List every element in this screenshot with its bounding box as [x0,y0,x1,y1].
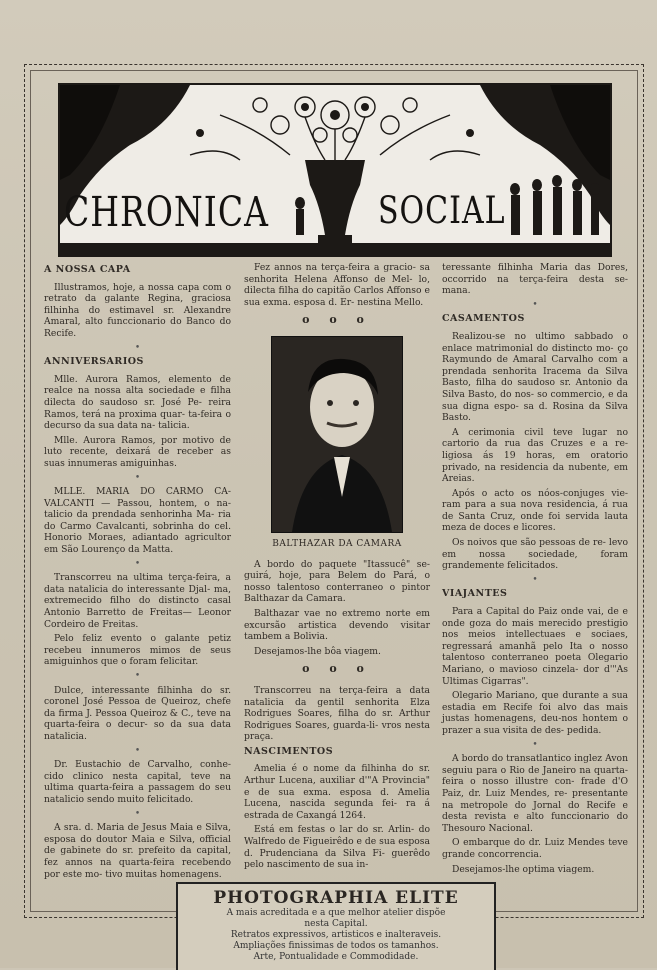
paragraph: O embarque do dr. Luiz Mendes teve grande concorrencia. [442,837,628,860]
ad-title: PHOTOGRAPHIA ELITE [213,888,459,908]
header-title-left: CHRONICA [64,187,269,236]
separator: • [532,299,538,310]
portrait-illustration [272,337,402,532]
photographia-elite-ad [176,882,496,970]
header-title-right: SOCIAL [378,189,506,233]
paragraph: Transcorreu na ultima terça-feira, a data natalicia do interessante Djal- ma, extremecido filho do distincto casal Antonio Barretto de Freitas— Leonor Cordeiro de Freitas. [44,572,231,630]
illustrated-header [58,83,612,257]
photo-caption: BALTHAZAR DA CAMARA [272,538,402,549]
paragraph: Após o acto os nóos-conjuges vie- ram para a sua nova residencia, á rua de Santa Cruz, onde foi servida lauta meza de doces e licores. [442,487,628,534]
separator: • [532,739,538,750]
ornament-divider: o o o [302,313,372,327]
separator: • [134,745,141,756]
ad-line: Retratos expressivos, artisticos e inalteraveis. [230,930,442,940]
paragraph: Transcorreu na terça-feira a data natalicia da gentil senhorita Elza Rodrigues Soares, filha do sr. Arthur Rodrigues Soares, guarda-li- vros nesta praça. [244,684,430,743]
paragraph: A bordo do transatlantico inglez Avon seguiu para o Rio de Janeiro na quarta-feira o nosso illustre con- frade d'O Paiz, dr. Luiz Mendes, re- presentante na metropole do Jornal do Recife e desta revista e alto funccionario do Thesouro Nacional. [442,753,628,834]
section-heading: A NOSSA CAPA [44,264,131,275]
ad-line: A mais acreditada e a que melhor atelier dispõe [226,908,446,918]
paragraph: Realizou-se no ultimo sabbado o enlace matrimonial do distincto mo- ço Raymundo de Amaral Carvalho com a prendada senhorita Iracema da Silva Basto, filha do saudoso sr. Antonio da Silva Basto, do nos- so commercio, e da sua digna espo- sa d. Rosina da Silva Basto. [442,330,628,424]
paragraph: MLLE. MARIA DO CARMO CA- VALCANTI — Passou, hontem, o na- talicio da prendada senhorinha Ma- ria do Carmo Cavalcanti, sobrinha do cel. Honorio Moraes, adiantado agricultor em São Lourenço da Matta. [44,486,231,556]
paragraph: A cerimonia civil teve lugar no cartorio da rua das Cruzes e a re- ligiosa ás 19 horas, em oratorio privado, na residencia da nubente, em Areias. [442,426,628,485]
separator: • [532,574,538,585]
paragraph: Para a Capital do Paiz onde vai, de e onde goza do mais merecido prestigio nos meios intellectuaes e sociaes, regressará amanhã pelo Ita o nosso talentoso conterraneo poeta Olegario Mariano, o mavioso cinzela- dor d'"As Ultimas Cigarras". [442,606,628,687]
paragraph: Os noivos que são pessoas de re- levo em nossa sociedade, foram grandemente felicitados. [442,537,628,572]
paragraph: Mlle. Aurora Ramos, elemento de realce na nossa alta sociedade e filha dilecta do saudoso sr. José Pe- reira Ramos, terá na proxima quar- ta-feira o decurso da sua data na- talicia. [44,373,231,432]
ad-line: Arte, Pontualidade e Commodidade. [253,952,419,962]
paragraph: Fez annos na terça-feira a gracio- sa senhorita Helena Affonso de Mel- lo, dilecta filha do capitão Carlos Affonso e sua exma. esposa d. Er- nestina Mello. [244,262,430,308]
separator: • [134,472,141,483]
paragraph: teressante filhinha Maria das Dores, occorrido na terça-feira desta se- mana. [442,262,628,297]
section-heading: VIAJANTES [442,588,508,600]
separator: • [134,342,141,353]
paragraph: Balthazar vae no extremo norte em excursão artistica devendo visitar tambem a Bolivia. [244,607,430,643]
separator: • [134,558,141,569]
paragraph: Pelo feliz evento o galante petiz recebeu innumeros mimos de seus amiguinhos que o foram felicitar. [44,633,231,668]
paragraph: Olegario Mariano, que durante a sua estadia em Recife foi alvo das mais justas homenagens, deu-nos hontem o prazer a sua visita de des- pedida. [442,690,628,736]
paragraph: Está em festas o lar do sr. Arlin- do Walfredo de Figueirêdo e de sua esposa d. Prudenciana da Silva Fi- guerêdo pelo nascimento de sua in- [244,824,430,871]
section-heading: ANNIVERSARIOS [44,356,144,368]
column-1 [44,262,231,883]
paragraph: Amelia é o nome da filhinha do sr. Arthur Lucena, auxiliar d'"A Provincia" e de sua exma. esposa d. Amelia Lucena, nascida segunda fei- ra á estrada de Caxangá 1264. [244,763,430,821]
paragraph: Illustramos, hoje, a nossa capa com o retrato da galante Regina, graciosa filhinha do estimavel sr. Alexandre Amaral, alto funccionario do Banco do Recife. [44,281,231,339]
ornament-divider: o o o [302,662,372,676]
column-3 [442,262,628,878]
paragraph: Mlle. Aurora Ramos, por motivo de luto recente, deixará de receber as suas innumeras amiguinhas. [44,434,231,469]
separator: • [134,808,141,819]
column-2 [244,262,430,874]
section-heading: CASAMENTOS [442,313,525,325]
paragraph: A bordo do paquete "Itassucê" se- guirá, hoje, para Belem do Pará, o nosso talentoso conterraneo o pintor Balthazar da Camara. [244,558,430,605]
paragraph: A sra. d. Maria de Jesus Maia e Silva, esposa do doutor Maia e Silva, official de gabinete do sr. prefeito da capital, fez annos na quarta-feira recebendo por este mo- tivo muitas homenagens. [44,822,231,880]
paragraph: Desejamos-lhe bôa viagem. [254,645,381,657]
portrait-photo [271,336,403,533]
paragraph: Dr. Eustachio de Carvalho, conhe- cido clinico nesta capital, teve na ultima quarta-feira a passagem do seu natalicio sendo muito felicitado. [44,759,231,805]
ad-line: Ampliações finissimas de todos os tamanhos. [233,941,439,951]
section-heading: NASCIMENTOS [244,745,334,757]
ad-line: nesta Capital. [304,919,368,929]
paragraph: Desejamos-lhe optima viagem. [452,863,595,875]
separator: • [134,671,141,681]
paragraph: Dulce, interessante filhinha do sr. coronel José Pessoa de Queiroz, chefe da firma J. Pessoa Queiroz & C., teve na quarta-feira o decur- so da sua data natalicia. [44,684,231,742]
